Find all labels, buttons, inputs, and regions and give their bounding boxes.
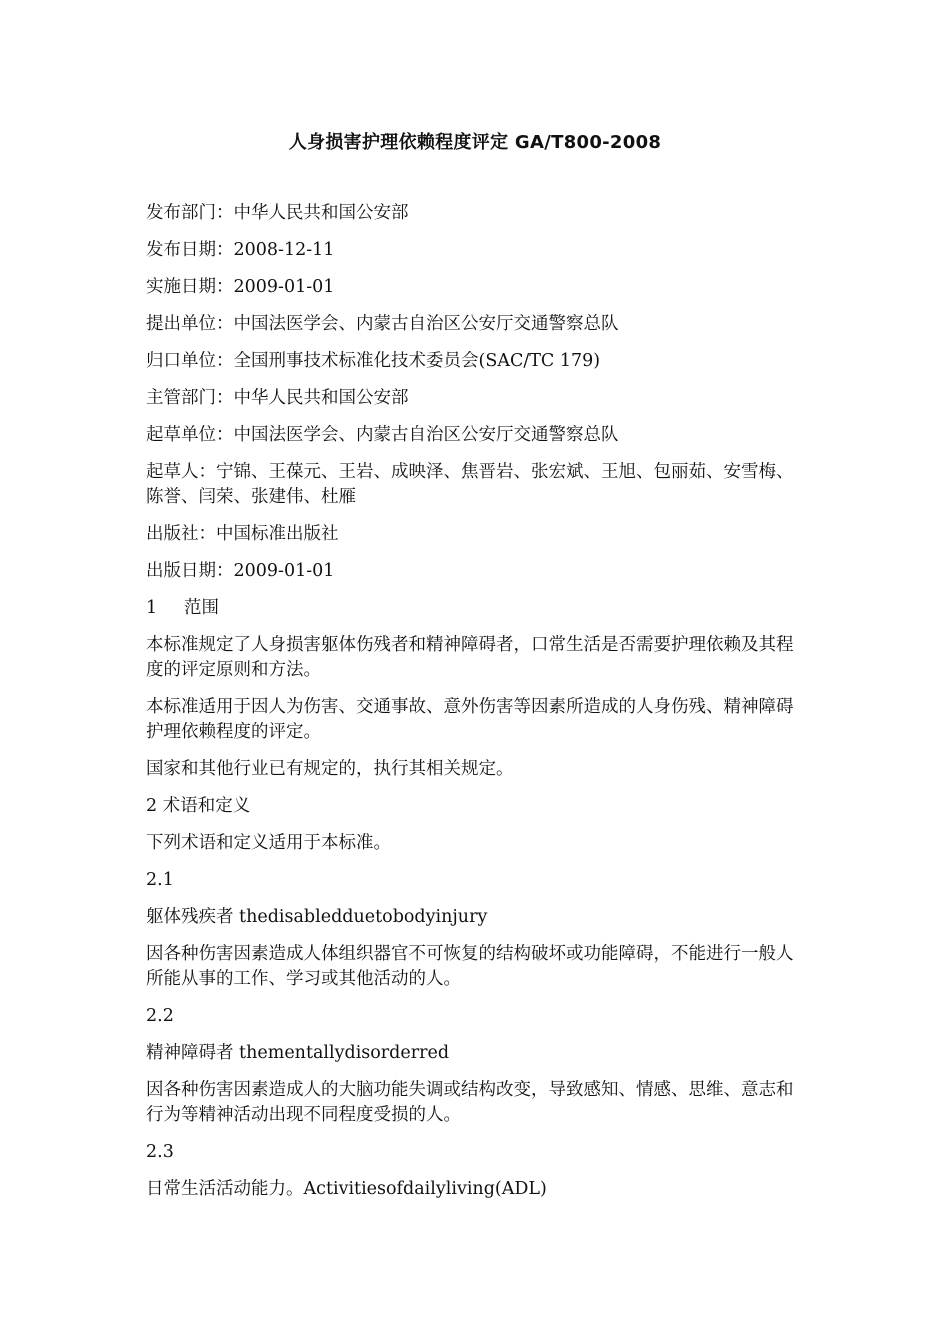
section-1-paragraph: 本标准适用于因人为伤害、交通事故、意外伤害等因素所造成的人身伤残、精神障碍护理依赖程度的评定。 bbox=[146, 697, 794, 742]
meta-issue-date: 发布日期：2008-12-11 bbox=[146, 240, 335, 260]
meta-publisher: 出版社：中国标准出版社 bbox=[146, 524, 339, 544]
term-name: 日常生活活动能力。Activitiesofdailyliving(ADL) bbox=[146, 1179, 547, 1199]
meta-drafters: 起草人：宁锦、王葆元、王岩、成映泽、焦晋岩、张宏斌、王旭、包丽茹、安雪梅、陈誉、闫荣、张建伟、杜雁 bbox=[146, 462, 794, 507]
meta-competent-department: 主管部门：中华人民共和国公安部 bbox=[146, 388, 409, 408]
term-name: 精神障碍者 thementallydisorderred bbox=[146, 1043, 450, 1063]
meta-proposed-by: 提出单位：中国法医学会、内蒙古自治区公安厅交通警察总队 bbox=[146, 314, 619, 334]
term-name: 躯体残疾者 thedisabledduetobodyinjury bbox=[146, 907, 488, 927]
section-1-paragraph: 国家和其他行业已有规定的，执行其相关规定。 bbox=[146, 759, 514, 779]
meta-effective-date: 实施日期：2009-01-01 bbox=[146, 277, 335, 297]
term-definition: 因各种伤害因素造成人体组织器官不可恢复的结构破坏或功能障碍，不能进行一般人所能从事的工作、学习或其他活动的人。 bbox=[146, 944, 794, 989]
document-body bbox=[146, 201, 810, 1214]
meta-publish-date: 出版日期：2009-01-01 bbox=[146, 561, 335, 581]
section-2-heading: 2 术语和定义 bbox=[146, 796, 251, 816]
term-number: 2.1 bbox=[146, 870, 174, 890]
term-number: 2.3 bbox=[146, 1142, 174, 1162]
term-definition: 因各种伤害因素造成人的大脑功能失调或结构改变，导致感知、情感、思维、意志和行为等精神活动出现不同程度受损的人。 bbox=[146, 1080, 794, 1125]
section-2-intro: 下列术语和定义适用于本标准。 bbox=[146, 833, 391, 853]
section-1-paragraph: 本标准规定了人身损害躯体伤残者和精神障碍者，口常生活是否需要护理依赖及其程度的评定原则和方法。 bbox=[146, 635, 794, 680]
meta-issuing-department: 发布部门：中华人民共和国公安部 bbox=[146, 203, 409, 223]
section-1-heading bbox=[146, 596, 810, 621]
meta-centralized-by: 归口单位：全国刑事技术标准化技术委员会(SAC/TC 179) bbox=[146, 351, 601, 371]
document-title: 人身损害护理依赖程度评定 GA/T800-2008 bbox=[288, 132, 662, 153]
term-number: 2.2 bbox=[146, 1006, 174, 1026]
section-1-number: 1 bbox=[146, 598, 158, 618]
section-1-title: 范围 bbox=[184, 598, 219, 618]
meta-drafting-unit: 起草单位：中国法医学会、内蒙古自治区公安厅交通警察总队 bbox=[146, 425, 619, 445]
